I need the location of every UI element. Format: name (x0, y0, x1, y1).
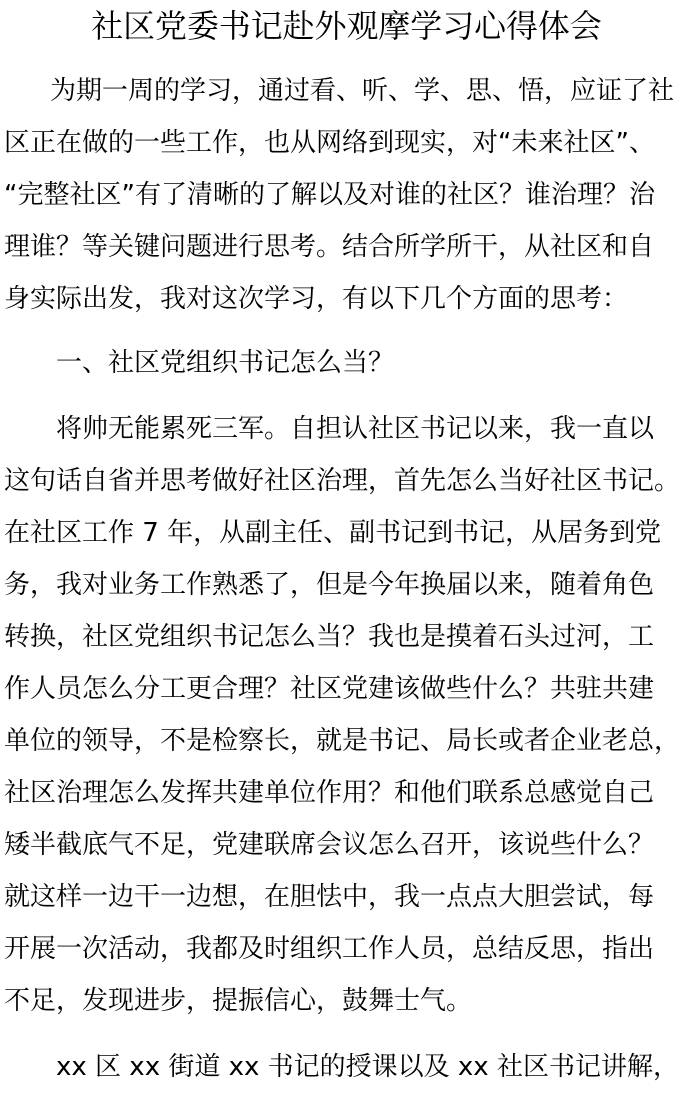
paragraph-line: 为期一周的学习，通过看、听、学、思、悟，应证了社 (50, 76, 675, 106)
paragraph-line: 就这样一边干一边想，在胆怯中，我一点点大胆尝试，每 (4, 882, 655, 912)
paragraph-line: 作人员怎么分工更合理？社区党建该做些什么？共驻共建 (4, 674, 655, 704)
paragraph-line: 身实际出发，我对这次学习，有以下几个方面的思考： (4, 284, 629, 314)
document-title: 社区党委书记赴外观摩学习心得体会 (91, 7, 602, 45)
paragraph-line: 单位的领导，不是检察长，就是书记、局长或者企业老总， (4, 726, 681, 756)
paragraph-line: 不足，发现进步，提振信心，鼓舞士气。 (4, 986, 473, 1016)
paragraph-line: 务，我对业务工作熟悉了，但是今年换届以来，随着角色 (4, 570, 655, 600)
paragraph-line: 区正在做的一些工作，也从网络到现实，对“未来社区”、 (4, 128, 655, 158)
paragraph-line: “完整社区”有了清晰的了解以及对谁的社区？谁治理？治 (4, 180, 655, 210)
paragraph-line: 将帅无能累死三军。自担认社区书记以来，我一直以 (56, 414, 655, 444)
paragraph-line: 在社区工作 7 年，从副主任、副书记到书记，从居务到党 (4, 518, 662, 548)
paragraph-line: 社区治理怎么发挥共建单位作用？和他们联系总感觉自己 (4, 778, 655, 808)
paragraph-line: 开展一次活动，我都及时组织工作人员，总结反思，指出 (4, 934, 655, 964)
paragraph-line: xx 区 xx 街道 xx 书记的授课以及 xx 社区书记讲解， (56, 1052, 679, 1082)
paragraph-line: 转换，社区党组织书记怎么当？我也是摸着石头过河，工 (4, 622, 655, 652)
paragraph-line: 矮半截底气不足，党建联席会议怎么召开，该说些什么？ (4, 830, 655, 860)
paragraph-line: 理谁？等关键问题进行思考。结合所学所干，从社区和自 (4, 232, 655, 262)
paragraph-line: 这句话自省并思考做好社区治理，首先怎么当好社区书记。 (4, 466, 681, 496)
section-heading: 一、社区党组织书记怎么当？ (56, 348, 395, 378)
